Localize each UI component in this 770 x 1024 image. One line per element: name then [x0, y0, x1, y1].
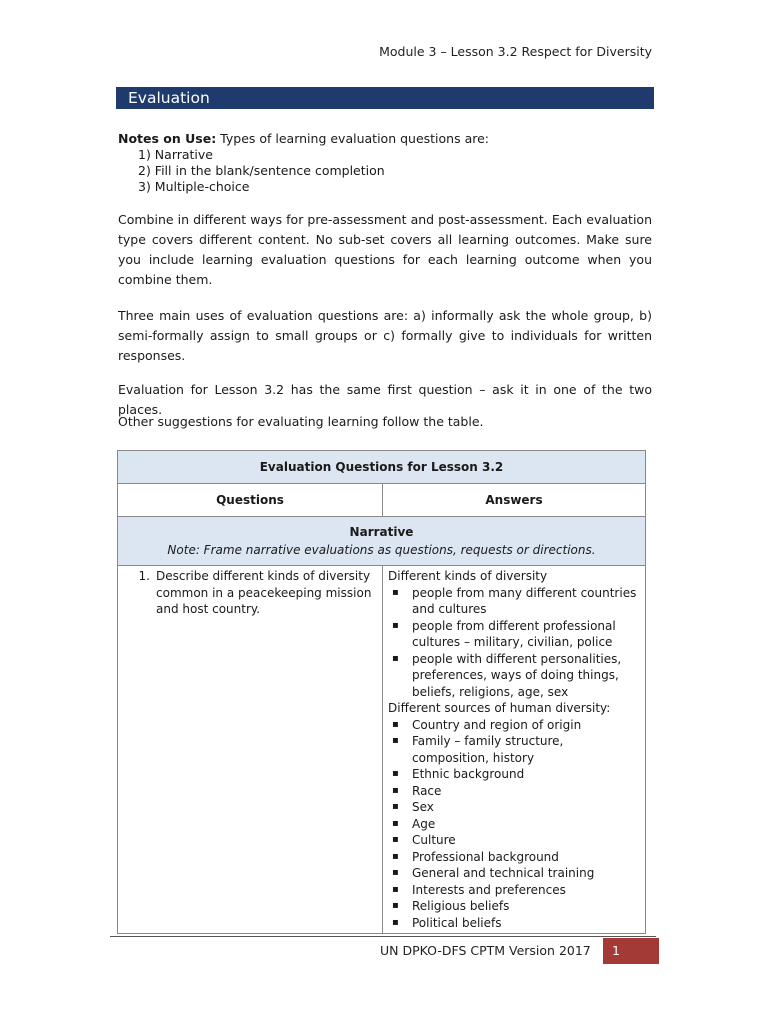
- list-item: [388, 733, 641, 766]
- bullet-icon: ▪: [392, 850, 399, 862]
- list-item: [388, 882, 641, 899]
- bullet-icon: ▪: [392, 900, 399, 911]
- footer-text: UN DPKO-DFS CPTM Version 2017: [380, 943, 591, 958]
- bullet-icon: ▪: [392, 735, 399, 746]
- answer-list-kinds: [388, 585, 641, 701]
- list-item: [388, 585, 641, 618]
- bullet-icon: ▪: [392, 883, 399, 895]
- bullet-icon: ▪: [392, 718, 399, 730]
- bullet-icon: ▪: [392, 652, 399, 664]
- paragraph-suggestions: Other suggestions for evaluating learning follow the table.: [118, 414, 484, 429]
- evaluation-table: [117, 450, 646, 934]
- bullet-icon: ▪: [392, 586, 399, 598]
- paragraph-combine: Combine in different ways for pre-assessment and post-assessment. Each evaluation type covers different content. No sub-set covers all learning outcomes. Make sure you include learning evaluation questions for each learning outcome when you combine them.: [118, 212, 652, 287]
- column-header-answers: Answers: [383, 484, 646, 517]
- list-item: [388, 618, 641, 651]
- list-item-text: Professional background: [412, 849, 559, 864]
- bullet-icon: ▪: [392, 867, 399, 878]
- list-item: [388, 915, 641, 932]
- paragraph-uses: Three main uses of evaluation questions are: a) informally ask the whole group, b) semi-formally assign to small groups or c) formally give to individuals for written responses.: [118, 308, 652, 363]
- list-item-text: Family – family structure, composition, history: [412, 734, 564, 765]
- table-title: Evaluation Questions for Lesson 3.2: [118, 451, 646, 484]
- list-item-text: General and technical training: [412, 866, 595, 880]
- bullet-icon: ▪: [392, 817, 399, 829]
- running-header: Module 3 – Lesson 3.2 Respect for Diversity: [379, 44, 652, 59]
- list-item: 2) Fill in the blank/sentence completion: [138, 163, 385, 178]
- list-item-text: Culture: [412, 833, 456, 847]
- notes-label: Notes on Use:: [118, 131, 217, 146]
- list-item-text: people from many different countries and cultures: [412, 585, 637, 616]
- list-item-text: Interests and preferences: [412, 882, 566, 897]
- list-item: [388, 766, 641, 783]
- notes-on-use: [118, 129, 489, 149]
- question-text: Describe different kinds of diversity common in a peacekeeping mission and host country.: [156, 569, 372, 616]
- bullet-icon: ▪: [392, 916, 399, 928]
- bullet-icon: ▪: [392, 768, 399, 779]
- column-header-questions: Questions: [118, 484, 383, 517]
- page-number: 1: [612, 943, 620, 958]
- paragraph-lesson: Evaluation for Lesson 3.2 has the same first question – ask it in one of the two places.: [118, 382, 652, 417]
- list-item-text: Country and region of origin: [412, 717, 582, 732]
- narrative-title: Narrative: [349, 525, 414, 539]
- list-item: [388, 783, 641, 800]
- list-item-text: Race: [412, 783, 442, 798]
- list-item: [388, 717, 641, 734]
- bullet-icon: ▪: [392, 834, 399, 845]
- list-item: [388, 865, 641, 882]
- list-item: [388, 832, 641, 849]
- list-item-text: Age: [412, 816, 436, 831]
- list-item: [388, 898, 641, 915]
- notes-text: Types of learning evaluation questions are:: [216, 131, 489, 146]
- footer-divider: [110, 936, 656, 937]
- list-item: 3) Multiple-choice: [138, 179, 250, 194]
- narrative-section-row: [118, 517, 646, 566]
- list-item: [388, 799, 641, 816]
- bullet-icon: ▪: [392, 619, 399, 631]
- list-item-text: people from different professional cultures – military, civilian, police: [412, 618, 616, 649]
- answer-heading: Different kinds of diversity: [388, 569, 548, 583]
- list-item-text: people with different personalities, preferences, ways of doing things, beliefs, religions, age, sex: [412, 651, 622, 699]
- section-title: Evaluation: [128, 89, 210, 107]
- answer-list-sources: [388, 717, 641, 932]
- question-number: 1.: [138, 569, 150, 583]
- evaluation-types-list: [138, 147, 385, 195]
- bullet-icon: ▪: [392, 784, 399, 796]
- list-item: [388, 816, 641, 833]
- answer-heading: Different sources of human diversity:: [388, 701, 611, 715]
- narrative-note: Note: Frame narrative evaluations as questions, requests or directions.: [167, 543, 596, 557]
- list-item-text: Sex: [412, 800, 434, 814]
- list-item: [388, 849, 641, 866]
- list-item: 1) Narrative: [138, 147, 213, 162]
- list-item-text: Religious beliefs: [412, 899, 510, 913]
- bullet-icon: ▪: [392, 801, 399, 812]
- list-item-text: Political beliefs: [412, 915, 502, 930]
- list-item: [388, 651, 641, 701]
- table-row: [118, 566, 646, 934]
- answer-cell: [383, 566, 646, 934]
- question-cell: [118, 566, 383, 934]
- list-item-text: Ethnic background: [412, 767, 525, 781]
